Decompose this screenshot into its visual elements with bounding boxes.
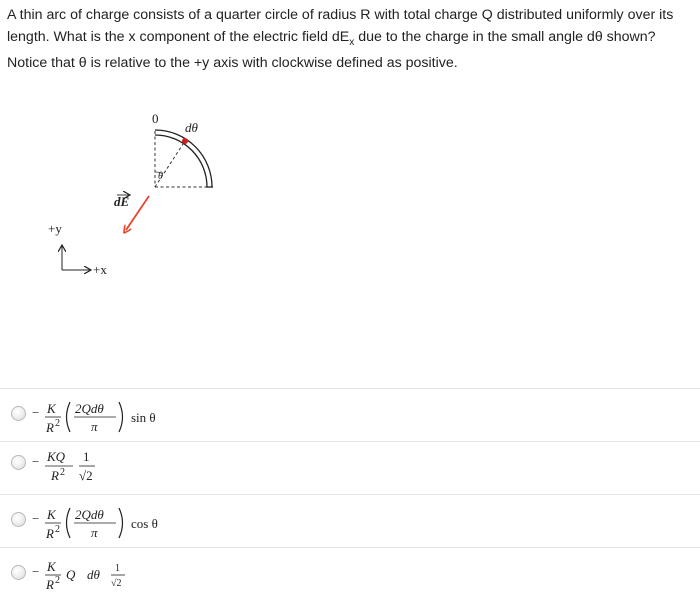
- radio-button-1[interactable]: [11, 406, 26, 421]
- question-subscript: x: [349, 36, 355, 48]
- exponent: 2: [55, 524, 60, 535]
- minus-sign: −: [32, 454, 40, 469]
- exponent: 2: [55, 575, 60, 586]
- denominator-r: R: [46, 577, 54, 592]
- answer-option-3[interactable]: [0, 494, 700, 547]
- trig-term: cos θ: [131, 516, 158, 531]
- open-paren: [67, 402, 71, 432]
- dE-label: dE: [114, 194, 130, 209]
- numerator-2qdtheta: 2Qdθ: [75, 401, 104, 416]
- theta-label: θ: [158, 171, 163, 182]
- trig-term: sin θ: [131, 410, 156, 425]
- numerator-k: K: [47, 507, 56, 522]
- denominator-root2: √2: [111, 578, 122, 589]
- numerator-k: K: [47, 559, 56, 574]
- charge-arc-figure: [0, 100, 700, 300]
- denominator-r: R: [46, 526, 54, 541]
- minus-sign: −: [32, 564, 40, 579]
- exponent: 2: [55, 418, 60, 429]
- open-paren: [67, 508, 71, 538]
- answer-option-4[interactable]: [0, 547, 700, 600]
- close-paren: [119, 508, 123, 538]
- dtheta-label: dθ: [185, 120, 198, 135]
- numerator-2qdtheta: 2Qdθ: [75, 507, 104, 522]
- dE-vector: [126, 196, 149, 230]
- option-3-expression: [30, 495, 230, 547]
- denominator-root2: √2: [79, 468, 93, 483]
- question-part2: due to the charge in the small angle dθ shown? Notice that θ is relative to the +y axis with clockwise defined as positive.: [7, 28, 656, 71]
- dtheta-term: dθ: [87, 567, 100, 582]
- denominator-pi: π: [91, 419, 98, 434]
- denominator-r: R: [51, 468, 59, 483]
- numerator-one: 1: [83, 449, 90, 464]
- radio-button-4[interactable]: [11, 565, 26, 580]
- answer-option-2[interactable]: [0, 441, 700, 494]
- radio-button-3[interactable]: [11, 512, 26, 527]
- option-1-expression: [30, 389, 230, 441]
- question-text: [7, 5, 695, 74]
- minus-sign: −: [32, 405, 40, 420]
- answer-options: [0, 388, 700, 600]
- question-part1: A thin arc of charge consists of a quarter circle of radius R with total charge Q distributed uniformly over its length. What is the x component of the electric field dE: [7, 7, 674, 45]
- denominator-pi: π: [91, 525, 98, 540]
- option-2-expression: [30, 442, 230, 494]
- zero-label: 0: [152, 111, 159, 126]
- close-paren: [119, 402, 123, 432]
- numerator-kq: KQ: [47, 449, 66, 464]
- radio-button-2[interactable]: [11, 455, 26, 470]
- option-4-expression: [30, 548, 230, 600]
- plus-y-label: +y: [48, 221, 62, 236]
- answer-option-1[interactable]: [0, 388, 700, 441]
- plus-x-label: +x: [93, 262, 107, 277]
- charge-q: Q: [66, 567, 76, 582]
- charge-element-dot: [182, 138, 188, 144]
- numerator-one: 1: [115, 563, 120, 574]
- minus-sign: −: [32, 511, 40, 526]
- exponent: 2: [60, 467, 65, 478]
- denominator-r: R: [46, 420, 54, 435]
- numerator-k: K: [47, 401, 56, 416]
